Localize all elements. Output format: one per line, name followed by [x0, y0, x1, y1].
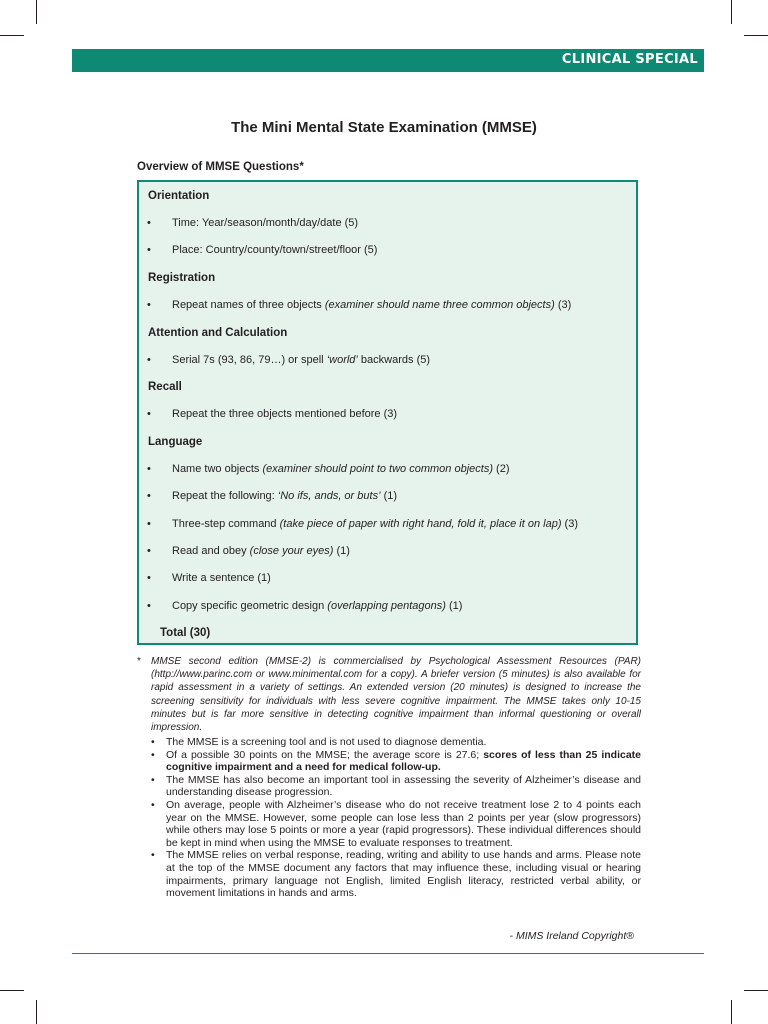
section-title-orientation: Orientation [148, 190, 210, 202]
list-item: • The MMSE is a screening tool and is not used to diagnose dementia. [151, 736, 487, 748]
section-title-recall: Recall [148, 381, 182, 393]
crop-mark [36, 1000, 37, 1024]
question-item: • Repeat names of three objects (examiner should name three common objects) (3) [147, 299, 572, 311]
list-item: • On average, people with Alzheimer’s disease who do not receive treatment lose 2 to 4 points each year on the MMSE. However, some people can lose less than 2 points per year (slow progressors) while others may lose 5 points or more a year (rapid progressors). These individual differences should be kept in mind when using the MMSE to evaluate responses to treatment. [151, 798, 641, 849]
bullet-icon: • [151, 798, 155, 811]
bullet-icon: • [147, 354, 151, 366]
bullet-icon: • [147, 572, 151, 584]
footnote [137, 655, 641, 734]
question-item: • Repeat the three objects mentioned before (3) [147, 408, 398, 420]
footnote-marker: * [137, 656, 141, 667]
bullet-icon: • [147, 600, 151, 612]
question-item: • Name two objects (examiner should point to two common objects) (2) [147, 463, 510, 475]
section-title-registration: Registration [148, 272, 216, 284]
bullet-icon: • [151, 773, 155, 786]
bullet-icon: • [151, 849, 155, 862]
bullet-icon: • [147, 217, 151, 229]
question-item: • Place: Country/county/town/street/floor (5) [147, 244, 378, 256]
bullet-icon: • [147, 244, 151, 256]
bullet-icon: • [147, 408, 151, 420]
question-item: • Time: Year/season/month/day/date (5) [147, 217, 359, 229]
copyright-note: - MIMS Ireland Copyright® [509, 930, 634, 942]
question-item: • Serial 7s (93, 86, 79…) or spell ‘world’ backwards (5) [147, 354, 431, 366]
list-item: • The MMSE relies on verbal response, reading, writing and ability to use hands and arms. Please note at the top of the MMSE document any factors that may influence these, including visual or hearing impairments, primary language not English, limited English literacy, restricted verbal ability, or movement limitations in hands and arms. [151, 849, 641, 900]
question-item: • Read and obey (close your eyes) (1) [147, 545, 350, 557]
section-header-label: CLINICAL SPECIAL [561, 52, 698, 67]
question-item: • Three-step command (take piece of paper with right hand, fold it, place it on lap) (3) [147, 518, 578, 530]
question-item: • Write a sentence (1) [147, 572, 271, 584]
list-item: • Of a possible 30 points on the MMSE; the average score is 27.6; scores of less than 25 indicate cognitive impairment and a need for medical follow-up. [151, 748, 642, 774]
summary-bullet-list [150, 736, 641, 900]
section-header-bar [72, 49, 704, 72]
question-item: • Copy specific geometric design (overlapping pentagons) (1) [147, 600, 463, 612]
footnote-text: MMSE second edition (MMSE-2) is commercialised by Psychological Assessment Resources (PAR) (http://www.parinc.com or www.minimental.com for a copy). A briefer version (5 minutes) is also available for rapid assessment in a variety of settings. An extended version (20 minutes) is designed to increase the screening sensitivity for individuals with less severe cognitive impairment. The MMSE takes only 10-15 minutes but is far more sensitive in detecting cognitive impairment than informal questioning or overall impression. [151, 656, 641, 734]
bullet-icon: • [151, 748, 155, 761]
bullet-icon: • [147, 463, 151, 475]
mmse-questions-box [137, 180, 638, 645]
crop-mark [744, 35, 768, 36]
bottom-rule [72, 953, 704, 954]
section-title-language: Language [148, 436, 203, 448]
crop-mark [731, 0, 732, 24]
list-item: • The MMSE has also become an important tool in assessing the severity of Alzheimer’s disease and understanding disease progression. [151, 773, 641, 799]
crop-mark [36, 0, 37, 24]
bullet-icon: • [147, 299, 151, 311]
question-item: • Repeat the following: ‘No ifs, ands, or buts’ (1) [147, 490, 398, 502]
bullet-icon: • [147, 518, 151, 530]
page-title: The Mini Mental State Examination (MMSE) [231, 119, 537, 136]
crop-mark [731, 1000, 732, 1024]
bullet-icon: • [151, 736, 155, 748]
crop-mark [0, 990, 24, 991]
box-heading: Overview of MMSE Questions* [137, 161, 304, 173]
bullet-icon: • [147, 545, 151, 557]
emphasis-text: scores of less than 25 indicate cognitive impairment and a need for medical follow-up. [166, 748, 642, 774]
crop-mark [0, 35, 24, 36]
total-score: Total (30) [160, 627, 211, 639]
bullet-icon: • [147, 490, 151, 502]
section-title-attention: Attention and Calculation [148, 327, 288, 339]
crop-mark [744, 990, 768, 991]
